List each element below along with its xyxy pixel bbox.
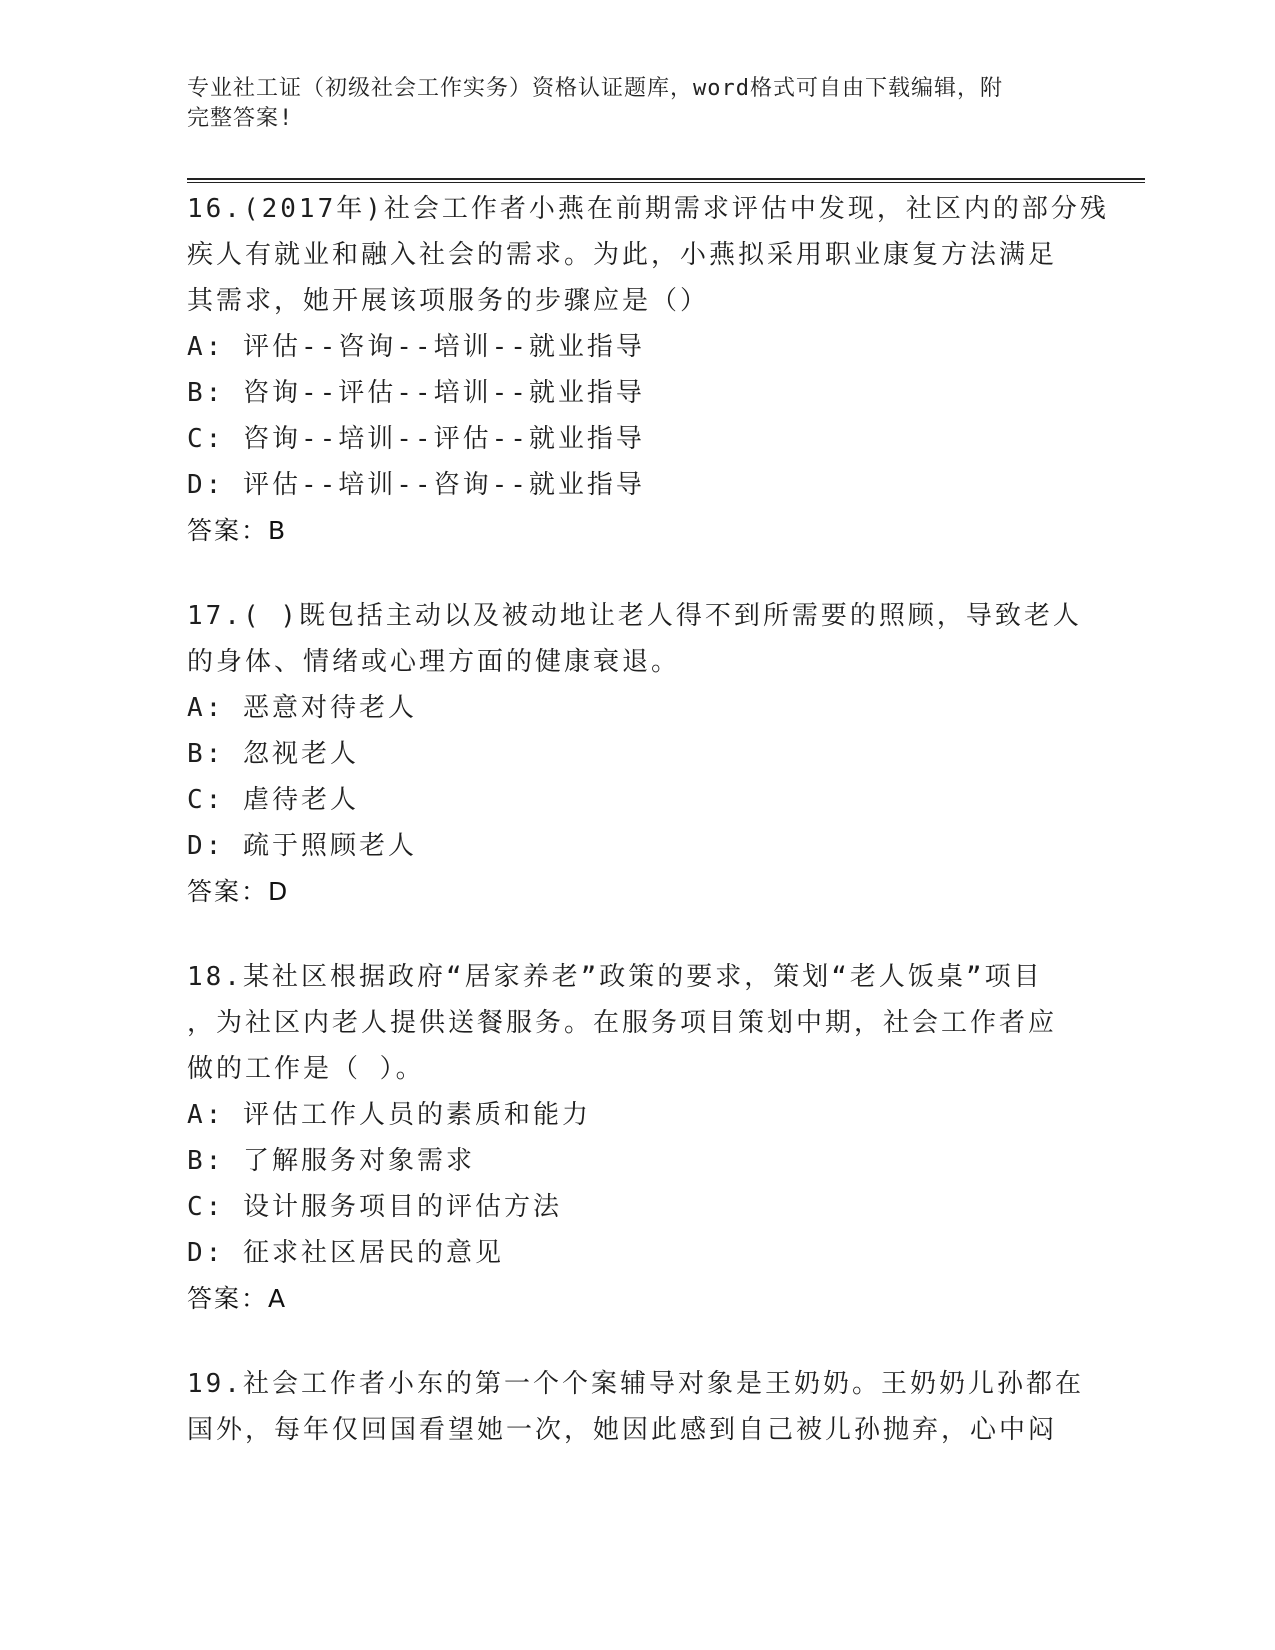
question-18 <box>187 954 1087 1322</box>
stem-line: 做的工作是（ ）。 <box>187 1054 425 1084</box>
header-line-2: 完整答案! <box>187 106 294 131</box>
option-d: D: 征求社区居民的意见 <box>187 1238 504 1268</box>
header-divider-thick <box>187 178 1145 180</box>
question-stem <box>187 1361 1087 1453</box>
header-divider-thin <box>187 182 1145 183</box>
stem-line: ，为社区内老人提供送餐服务。在服务项目策划中期，社会工作者应 <box>187 1008 1058 1038</box>
option-c: C: 设计服务项目的评估方法 <box>187 1192 562 1222</box>
answer-line: 答案：B <box>187 516 288 545</box>
option-d: D: 疏于照顾老人 <box>187 831 417 861</box>
stem-line: 17.( )既包括主动以及被动地让老人得不到所需要的照顾，导致老人 <box>187 601 1082 631</box>
question-17 <box>187 593 1087 915</box>
question-stem <box>187 593 1087 685</box>
header-line-1: 专业社工证（初级社会工作实务）资格认证题库，word格式可自由下载编辑，附 <box>187 76 1003 101</box>
option-c: C: 咨询--培训--评估--就业指导 <box>187 424 645 454</box>
option-b: B: 忽视老人 <box>187 739 359 769</box>
option-a: A: 恶意对待老人 <box>187 693 417 723</box>
answer-line: 答案：A <box>187 1284 288 1313</box>
question-19 <box>187 1361 1087 1453</box>
question-16 <box>187 186 1109 554</box>
stem-line: 18.某社区根据政府“居家养老”政策的要求，策划“老人饭桌”项目 <box>187 962 1043 992</box>
question-list <box>187 186 1109 1492</box>
stem-line: 19.社会工作者小东的第一个个案辅导对象是王奶奶。王奶奶儿孙都在 <box>187 1369 1084 1399</box>
stem-line: 16.(2017年)社会工作者小燕在前期需求评估中发现，社区内的部分残 <box>187 194 1109 224</box>
stem-line: 疾人有就业和融入社会的需求。为此，小燕拟采用职业康复方法满足 <box>187 240 1058 270</box>
option-d: D: 评估--培训--咨询--就业指导 <box>187 470 645 500</box>
question-stem <box>187 186 1109 324</box>
page-header <box>187 74 1067 134</box>
option-a: A: 评估工作人员的素质和能力 <box>187 1100 591 1130</box>
question-stem <box>187 954 1087 1092</box>
stem-line: 国外，每年仅回国看望她一次，她因此感到自己被儿孙抛弃，心中闷 <box>187 1415 1058 1445</box>
stem-line: 的身体、情绪或心理方面的健康衰退。 <box>187 647 681 677</box>
stem-line: 其需求，她开展该项服务的步骤应是（） <box>187 286 710 316</box>
answer-line: 答案：D <box>187 877 290 906</box>
option-b: B: 咨询--评估--培训--就业指导 <box>187 378 645 408</box>
option-a: A: 评估--咨询--培训--就业指导 <box>187 332 645 362</box>
option-c: C: 虐待老人 <box>187 785 359 815</box>
option-b: B: 了解服务对象需求 <box>187 1146 475 1176</box>
